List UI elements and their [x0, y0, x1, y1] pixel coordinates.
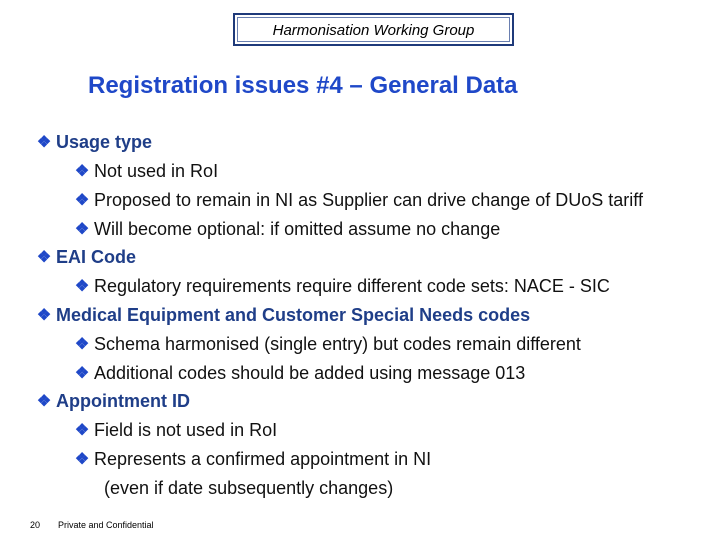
bullet-level2 [74, 420, 277, 441]
page-number: 20 [30, 520, 41, 530]
bullet-level2 [74, 219, 500, 240]
bullet-level2 [74, 276, 610, 297]
bullet-text: Field is not used in RoI [94, 420, 278, 440]
diamond-bullet-icon: ❖ [74, 277, 90, 295]
bullet-text: Additional codes should be added using message 013 [94, 363, 526, 383]
bullet-text: EAI Code [56, 247, 137, 267]
bullet-level2 [74, 363, 525, 384]
diamond-bullet-icon: ❖ [74, 335, 90, 353]
bullet-level1 [36, 247, 136, 268]
bullet-level1 [36, 305, 530, 326]
bullet-text: Proposed to remain in NI as Supplier can drive change of DUoS tariff [94, 190, 643, 210]
diamond-bullet-icon: ❖ [74, 162, 90, 180]
diamond-bullet-icon: ❖ [74, 191, 90, 209]
bullet-continuation [104, 478, 393, 499]
bullet-text: Not used in RoI [94, 161, 219, 181]
header-box-label: Harmonisation Working Group [272, 22, 475, 39]
bullet-level1 [36, 132, 152, 153]
bullet-text: (even if date subsequently changes) [104, 478, 394, 498]
bullet-text: Medical Equipment and Customer Special Needs codes [56, 305, 531, 325]
diamond-bullet-icon: ❖ [36, 306, 52, 324]
bullet-level2 [74, 449, 431, 470]
diamond-bullet-icon: ❖ [36, 133, 52, 151]
diamond-bullet-icon: ❖ [74, 364, 90, 382]
diamond-bullet-icon: ❖ [36, 248, 52, 266]
bullet-level2 [74, 161, 218, 182]
diamond-bullet-icon: ❖ [74, 450, 90, 468]
bullet-text: Represents a confirmed appointment in NI [94, 449, 432, 469]
bullet-text: Will become optional: if omitted assume no change [94, 219, 501, 239]
header-box [233, 13, 514, 46]
slide-title: Registration issues #4 – General Data [88, 72, 518, 99]
diamond-bullet-icon: ❖ [74, 421, 90, 439]
bullet-level2 [74, 190, 643, 211]
diamond-bullet-icon: ❖ [74, 220, 90, 238]
confidentiality-note: Private and Confidential [58, 520, 154, 530]
bullet-text: Regulatory requirements require different code sets: NACE - SIC [94, 276, 610, 296]
bullet-level2 [74, 334, 581, 355]
bullet-text: Usage type [56, 132, 153, 152]
bullet-text: Schema harmonised (single entry) but codes remain different [94, 334, 581, 354]
bullet-level1 [36, 391, 190, 412]
bullet-text: Appointment ID [56, 391, 190, 411]
diamond-bullet-icon: ❖ [36, 392, 52, 410]
